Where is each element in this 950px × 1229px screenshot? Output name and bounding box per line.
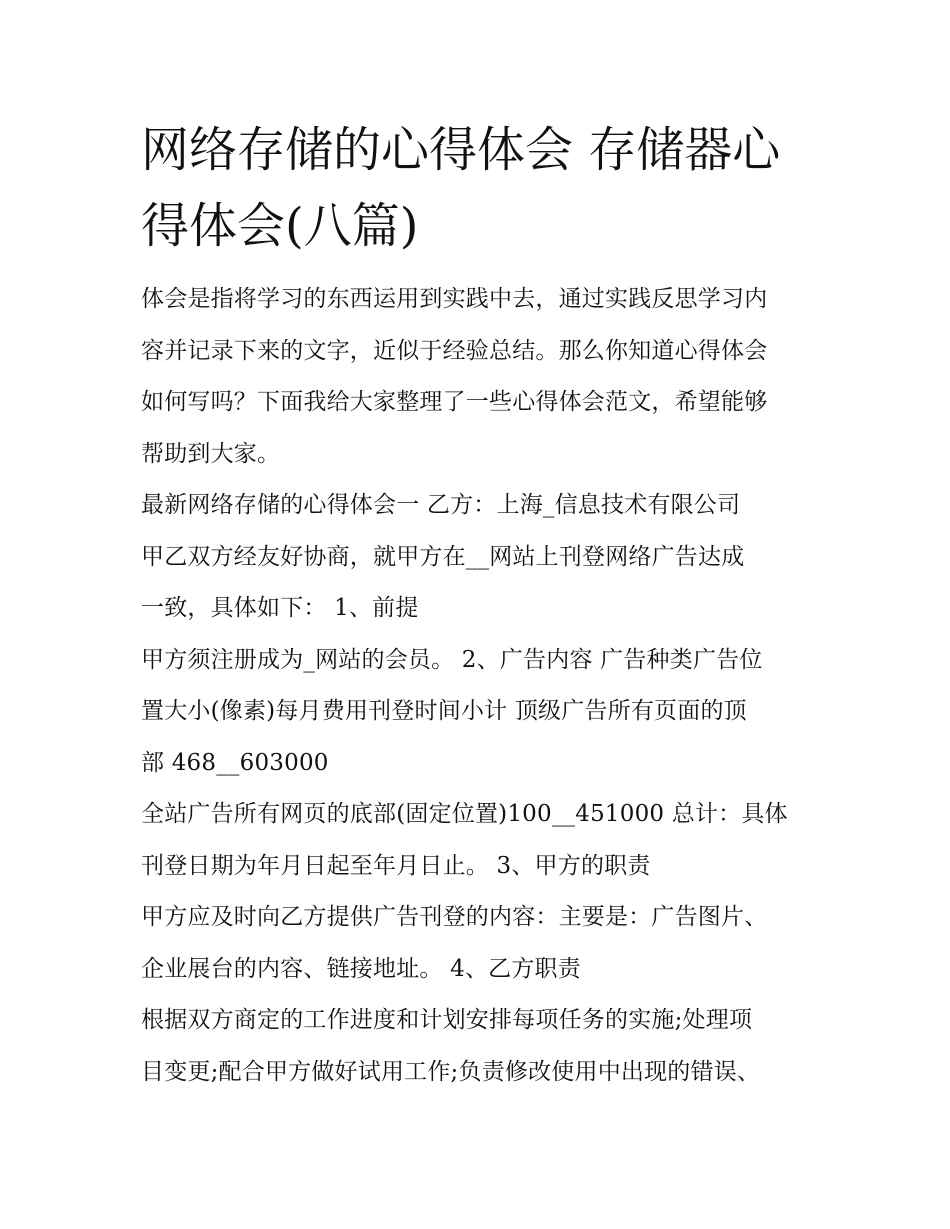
paragraph-section-1	[141, 480, 813, 635]
text-line: 体会是指将学习的东西运用到实践中去，通过实践反思学习内	[141, 286, 768, 312]
text-line: 如何写吗？下面我给大家整理了一些心得体会范文，希望能够	[141, 389, 768, 415]
text-line: 目变更;配合甲方做好试用工作;负责修改使用中出现的错误、	[141, 1058, 761, 1085]
text-line: 根据双方商定的工作进度和计划安排每项任务的实施;处理项	[141, 1007, 753, 1033]
paragraph-section-3	[141, 789, 813, 892]
text-line: 置大小(像素)每月费用刊登时间小计 顶级广告所有页面的顶	[141, 698, 747, 724]
text-line: 部 468__603000	[141, 749, 329, 776]
paragraph-section-5	[141, 995, 813, 1098]
text-line: 刊登日期为年月日起至年月日止。 3、甲方的职责	[141, 852, 651, 879]
text-line: 甲方须注册成为_网站的会员。 2、广告内容 广告种类广告位	[141, 646, 763, 673]
document-body	[141, 274, 813, 1098]
title-line: 网络存储的心得体会 存储器心	[141, 122, 781, 178]
text-line: 帮助到大家。	[141, 440, 281, 467]
text-line: 容并记录下来的文字，近似于经验总结。那么你知道心得体会	[141, 337, 768, 364]
text-line: 企业展台的内容、链接地址。 4、乙方职责	[141, 955, 581, 982]
text-line: 甲方应及时向乙方提供广告刊登的内容：主要是：广告图片、	[141, 904, 768, 930]
text-line: 甲乙双方经友好协商，就甲方在__网站上刊登网络广告达成	[141, 543, 745, 570]
title-line: 得体会(八篇)	[141, 198, 419, 254]
paragraph-intro	[141, 274, 813, 480]
text-line: 最新网络存储的心得体会一 乙方：上海_信息技术有限公司	[141, 492, 741, 518]
text-line: 全站广告所有网页的底部(固定位置)100__451000 总计：具体	[141, 801, 788, 827]
paragraph-section-4	[141, 892, 813, 995]
document-title	[141, 112, 813, 264]
paragraph-section-2	[141, 635, 813, 790]
document-page	[141, 112, 813, 1098]
text-line: 一致，具体如下： 1、前提	[141, 595, 419, 621]
